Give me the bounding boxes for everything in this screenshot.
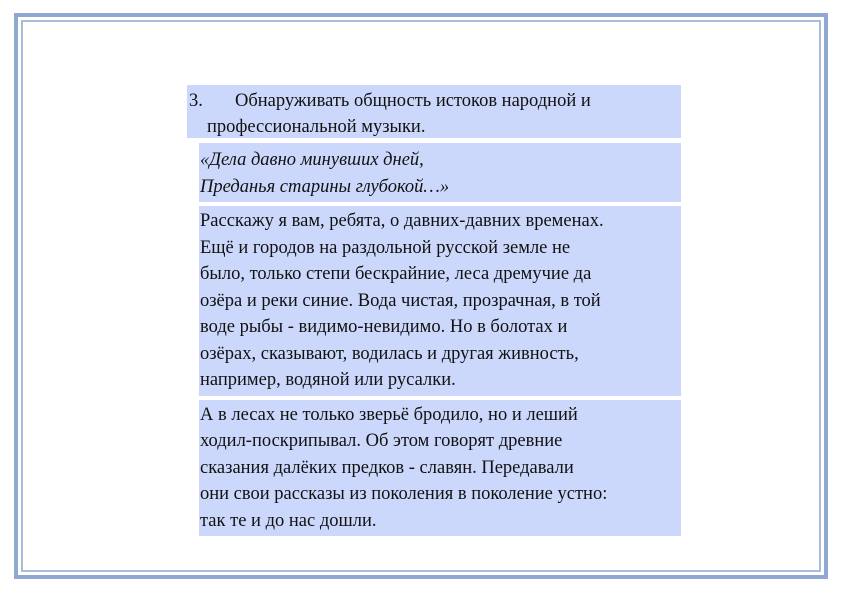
paragraph-line: Ещё и городов на раздольной русской земле не (200, 237, 571, 258)
text-content (187, 85, 683, 536)
paragraph-line: ходил-поскрипывал. Об этом говорят древние (200, 431, 563, 451)
paragraph-line: сказания далёких предков - славян. Передавали (200, 457, 574, 478)
paragraph-line: было, только степи бескрайние, леса дремучие да (200, 264, 592, 284)
numbered-heading (187, 85, 681, 138)
paragraph-line: так те и до нас дошли. (200, 510, 377, 531)
paragraph-line: они свои рассказы из поколения в поколение устно: (200, 484, 608, 504)
paragraph-line: Расскажу я вам, ребята, о давних-давних временах. (200, 211, 604, 231)
paragraph (199, 206, 681, 396)
quote-line: Преданья старины глубокой…» (200, 176, 450, 197)
paragraph-line: например, водяной или русалки. (200, 370, 456, 390)
epigraph-quote (199, 143, 681, 202)
heading-number: 3. (189, 91, 203, 111)
heading-line: Обнаруживать общность истоков народной и (235, 91, 591, 111)
quote-line: «Дела давно минувших дней, (200, 150, 424, 170)
paragraph-line: озёрах, сказывают, водилась и другая живность, (200, 343, 579, 364)
paragraph (199, 400, 681, 537)
heading-line: профессиональной музыки. (207, 117, 426, 137)
paragraph-line: А в лесах не только зверьё бродило, но и леший (200, 404, 578, 425)
paragraph-line: озёра и реки синие. Вода чистая, прозрачная, в той (200, 290, 601, 311)
paragraph-line: воде рыбы - видимо-невидимо. Но в болотах и (200, 317, 568, 337)
